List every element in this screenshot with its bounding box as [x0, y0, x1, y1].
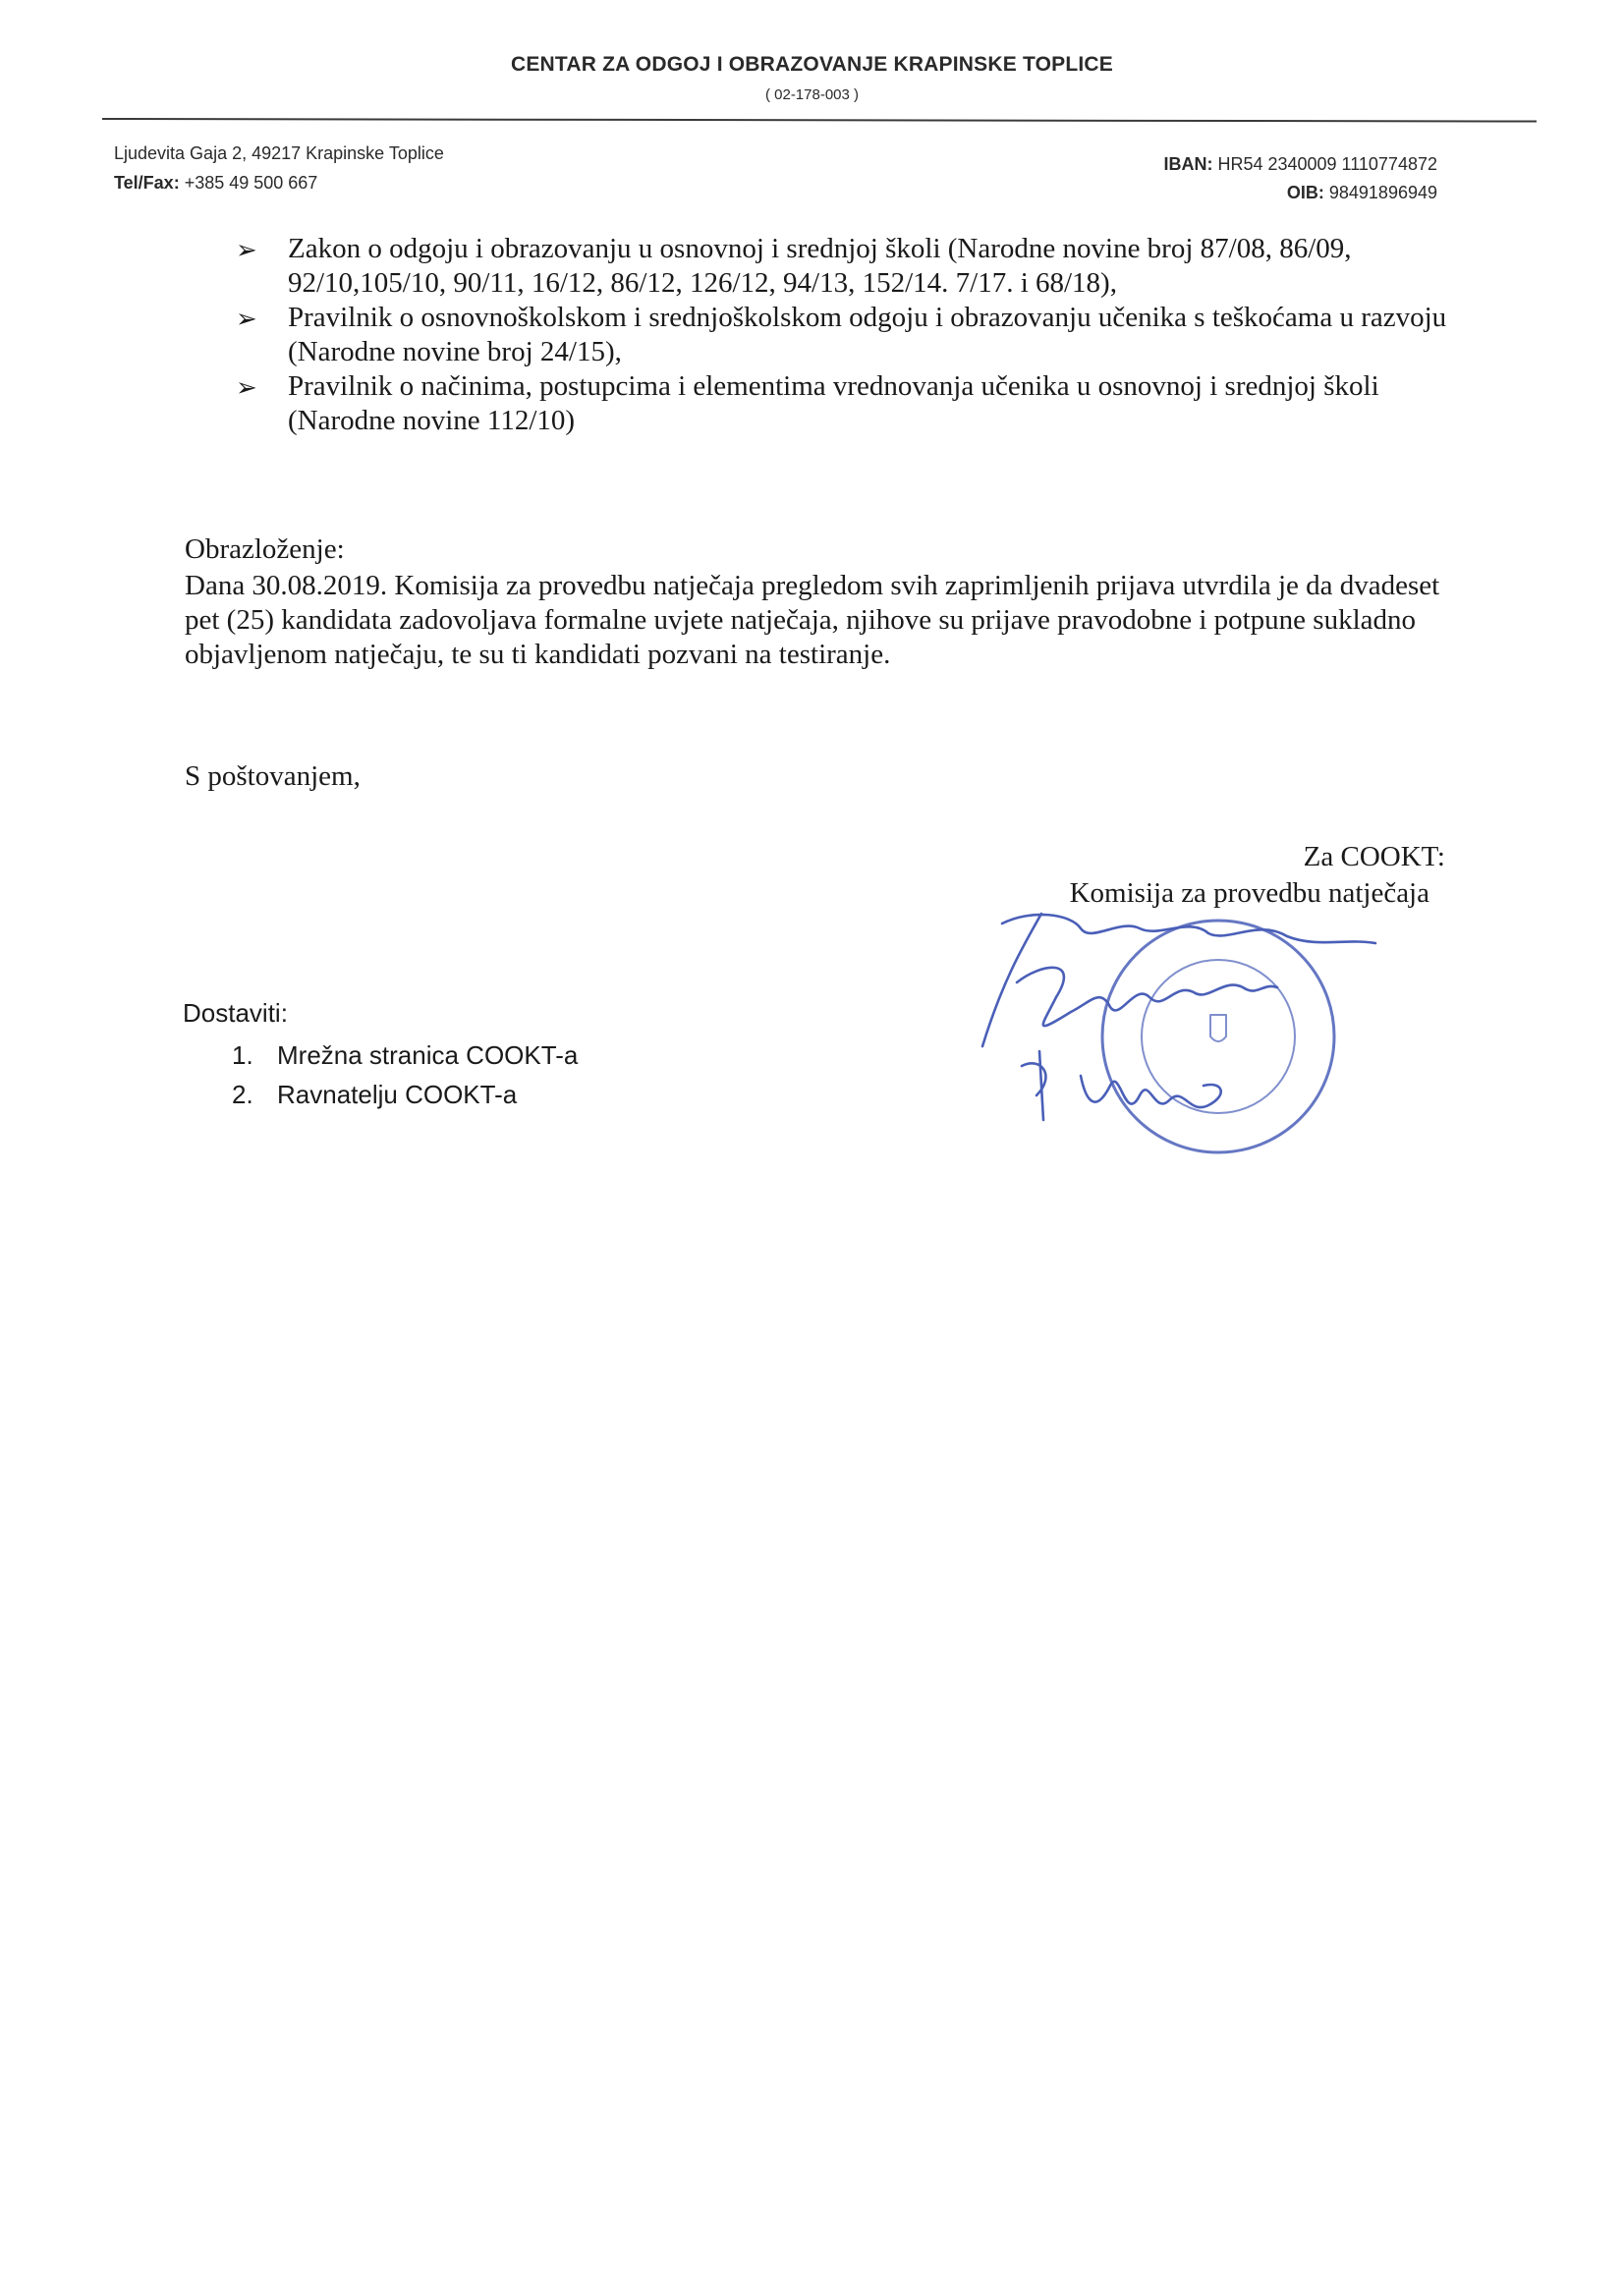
- list-item: [236, 232, 1454, 301]
- delivery-recipient: Mrežna stranica COOKT-a: [277, 1040, 579, 1070]
- explanation-text: Dana 30.08.2019. Komisija za provedbu natječaja pregledom svih zaprimljenih prijava utvrdila je da dvadeset pet (25) kandidata zadovoljava formalne uvjete natječaja, njihove su prijave pravodobne i potpune sukladno objavljenom natječaju, te su ti kandidati pozvani na testiranje.: [185, 570, 1440, 670]
- institution-name: CENTAR ZA ODGOJ I OBRAZOVANJE KRAPINSKE TOPLICE: [510, 53, 1113, 76]
- law-text: Pravilnik o osnovnoškolskom i srednjoškolskom odgoju i obrazovanju učenika s teškoćama u razvoju (Narodne novine broj 24/15),: [288, 302, 1447, 367]
- signature-stamp-icon: [963, 889, 1405, 1159]
- list-item: [222, 1036, 578, 1075]
- signature-2: [1017, 968, 1277, 1026]
- iban-value: HR54 2340009 1110774872: [1212, 154, 1437, 174]
- list-item: [222, 1075, 578, 1114]
- greeting: S poštovanjem,: [185, 760, 361, 792]
- arrow-bullet-icon: ➢: [236, 373, 257, 402]
- law-text: Zakon o odgoju i obrazovanju u osnovnoj i srednjoj školi (Narodne novine broj 87/08, 86/09, 92/10,105/10, 90/11, 16/12, 86/12, 126/12, 94/13, 152/14. 7/17. i 68/18),: [288, 233, 1352, 299]
- signature-3: [1022, 1051, 1221, 1120]
- arrow-bullet-icon: ➢: [236, 236, 257, 264]
- delivery-list: [222, 1036, 578, 1114]
- list-number: 2.: [232, 1080, 253, 1109]
- delivery-recipient: Ravnatelju COOKT-a: [277, 1080, 518, 1109]
- list-number: 1.: [232, 1040, 253, 1070]
- signature-organization: Za COOKT:: [1303, 841, 1445, 872]
- list-item: [236, 301, 1454, 369]
- law-text: Pravilnik o načinima, postupcima i elementima vrednovanja učenika u osnovnoj i srednjoj školi (Narodne novine 112/10): [288, 370, 1379, 436]
- iban-label: IBAN:: [1163, 154, 1213, 174]
- header-divider: [102, 118, 1537, 123]
- stamp-inner-ring: [1142, 960, 1295, 1113]
- telfax: [114, 173, 317, 194]
- stamp-outer-ring: [1102, 921, 1334, 1152]
- explanation-heading: Obrazloženje:: [185, 533, 345, 565]
- arrow-bullet-icon: ➢: [236, 305, 257, 333]
- telfax-value: +385 49 500 667: [179, 173, 318, 193]
- delivery-heading: Dostaviti:: [183, 998, 288, 1028]
- oib: [1287, 183, 1437, 203]
- telfax-label: Tel/Fax:: [114, 173, 180, 193]
- signature-1: [982, 914, 1375, 1046]
- iban: [1163, 154, 1437, 175]
- list-item: [236, 369, 1454, 438]
- signature-committee: Komisija za provedbu natječaja: [1069, 877, 1429, 909]
- oib-value: 98491896949: [1323, 183, 1437, 202]
- oib-label: OIB:: [1286, 183, 1324, 202]
- law-list: [236, 232, 1454, 438]
- institution-code: ( 02-178-003 ): [764, 86, 860, 103]
- stamp-emblem: [1210, 1015, 1226, 1041]
- address: Ljudevita Gaja 2, 49217 Krapinske Toplice: [114, 143, 444, 163]
